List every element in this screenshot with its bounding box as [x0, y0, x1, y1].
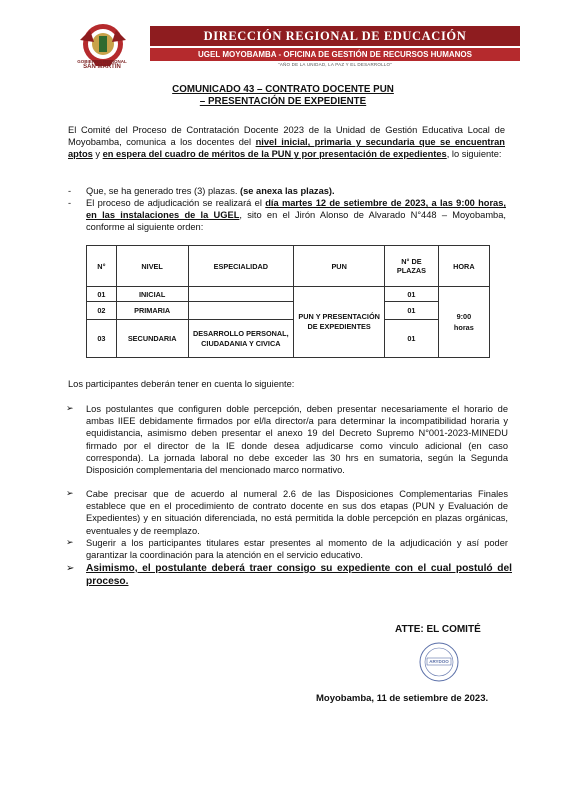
table-cell-especialidad	[188, 287, 294, 302]
intro-paragraph	[68, 124, 505, 161]
point-2-underlined: día martes 12 de setiembre de 2023, a las 9:00 horas, en las instalaciones de la UGEL	[86, 198, 506, 221]
table-header: N° DE PLAZAS	[385, 246, 439, 287]
signature-atte: ATTE: EL COMITÉ	[395, 624, 481, 635]
bullet-1: Los postulantes que configuren doble percepción, deben presentar necesariamente el horario de ambas IIEE debidamente firmados por el/la director/a para determinar la incompatibilidad horaria y equidistancia, asimismo deben presentar el anexo 19 del Decreto Supremo N°001-2023-MINEDU firmado por el director de la IE donde desea adjudicarse como vinculo adicional (en caso corresponda). La jornada laboral no debe exceder las 30 hrs en sumatoria, según la Segunda Disposición complementaria del mencionado marco normativo.	[86, 404, 508, 476]
dash-bullet: -	[68, 186, 72, 196]
arrow-bullet-icon: ➢	[66, 488, 74, 498]
banner-title: DIRECCIÓN REGIONAL DE EDUCACIÓN	[150, 26, 520, 46]
intro-underlined-1: nivel inicial, primaria y secundaria que se encuentran aptos	[68, 137, 505, 160]
intro-underlined-2: en espera del cuadro de méritos de la PUN y por presentación de expedientes	[102, 149, 447, 160]
table-cell-num: 03	[87, 320, 117, 358]
document-title-line2: – PRESENTACIÓN DE EXPEDIENTE	[199, 96, 367, 107]
table-row	[87, 287, 490, 302]
table-cell-hora	[438, 287, 489, 358]
participants-intro: Los participantes deberán tener en cuenta lo siguiente:	[68, 379, 295, 389]
intro-text: , lo siguiente:	[446, 149, 502, 160]
hora-unit: horas	[453, 323, 474, 332]
table-cell-plazas: 01	[385, 287, 439, 302]
positions-table	[86, 245, 490, 358]
table-header: HORA	[438, 246, 489, 287]
point-2-text: El proceso de adjudicación se realizará el	[86, 198, 266, 208]
table-cell-nivel: INICIAL	[116, 287, 188, 302]
place-date: Moyobamba, 11 de setiembre de 2023.	[316, 693, 489, 704]
arrow-bullet-icon: ➢	[66, 563, 75, 574]
table-header: NIVEL	[116, 246, 188, 287]
banner-subtitle: UGEL MOYOBAMBA - OFICINA DE GESTIÓN DE RECURSOS HUMANOS	[150, 48, 520, 61]
point-1	[86, 185, 506, 197]
arrow-bullet-icon: ➢	[66, 403, 74, 413]
table-header-row	[87, 246, 490, 287]
banner-motto: "AÑO DE LA UNIDAD, LA PAZ Y EL DESARROLLO"	[278, 62, 392, 67]
bullet-2: Cabe precisar que de acuerdo al numeral 2.6 de las Disposiciones Complementarias Finales establece que en el procedimiento de contrato docente en sus dos etapas (PUN y Evaluación de Expedientes) y en situación diferenciada, no está permitida la doble percepción en plazas orgánicas, eventuales y de reemplazo.	[86, 489, 508, 536]
table-cell-pun: PUN Y PRESENTACIÓN DE EXPEDIENTES	[294, 287, 385, 358]
table-cell-num: 02	[87, 302, 117, 320]
hora-time: 9:00	[456, 312, 472, 321]
stamp-text: ARYDOO	[429, 659, 449, 664]
point-2	[86, 197, 506, 234]
logo-caption-line2: SAN MARTÍN	[83, 63, 121, 70]
table-cell-especialidad	[188, 302, 294, 320]
intro-text: y	[92, 149, 103, 160]
arrow-bullet-icon: ➢	[66, 537, 74, 547]
point-2-text: , sito en el Jirón Alonso de Alvarado N°448 – Moyobamba, conforme al siguiente orden:	[86, 210, 506, 233]
point-1-bold: (se anexa las plazas).	[240, 186, 335, 196]
bullet-4: Asimismo, el postulante deberá traer consigo su expediente con el cual postuló del proceso.	[86, 563, 512, 587]
table-cell-num: 01	[87, 287, 117, 302]
logo-caption	[66, 59, 138, 70]
point-1-text: Que, se ha generado tres (3) plazas.	[86, 186, 241, 196]
table-cell-plazas: 01	[385, 302, 439, 320]
table-row	[87, 320, 490, 358]
table-cell-nivel: SECUNDARIA	[116, 320, 188, 358]
table-row	[87, 302, 490, 320]
logo-caption-line1: GOBIERNO REGIONAL	[77, 59, 127, 64]
bullet-3: Sugerir a los participantes titulares estar presentes al momento de la adjudicación y así poder garantizar la coordinación para la atención en el servicio educativo.	[86, 538, 508, 561]
table-cell-nivel: PRIMARIA	[116, 302, 188, 320]
table-header: PUN	[294, 246, 385, 287]
table-cell-plazas: 01	[385, 320, 439, 358]
dash-bullet: -	[68, 198, 72, 208]
table-header: N°	[87, 246, 117, 287]
document-title-line1: COMUNICADO 43 – CONTRATO DOCENTE PUN	[172, 84, 394, 95]
intro-text: El Comité del Proceso de Contratación Docente 2023 de la Unidad de Gestión Educativa Local de Moyobamba, comunica a los docentes del	[68, 125, 505, 148]
table-header: ESPECIALIDAD	[188, 246, 294, 287]
table-cell-especialidad: DESARROLLO PERSONAL, CIUDADANIA Y CIVICA	[188, 320, 294, 358]
